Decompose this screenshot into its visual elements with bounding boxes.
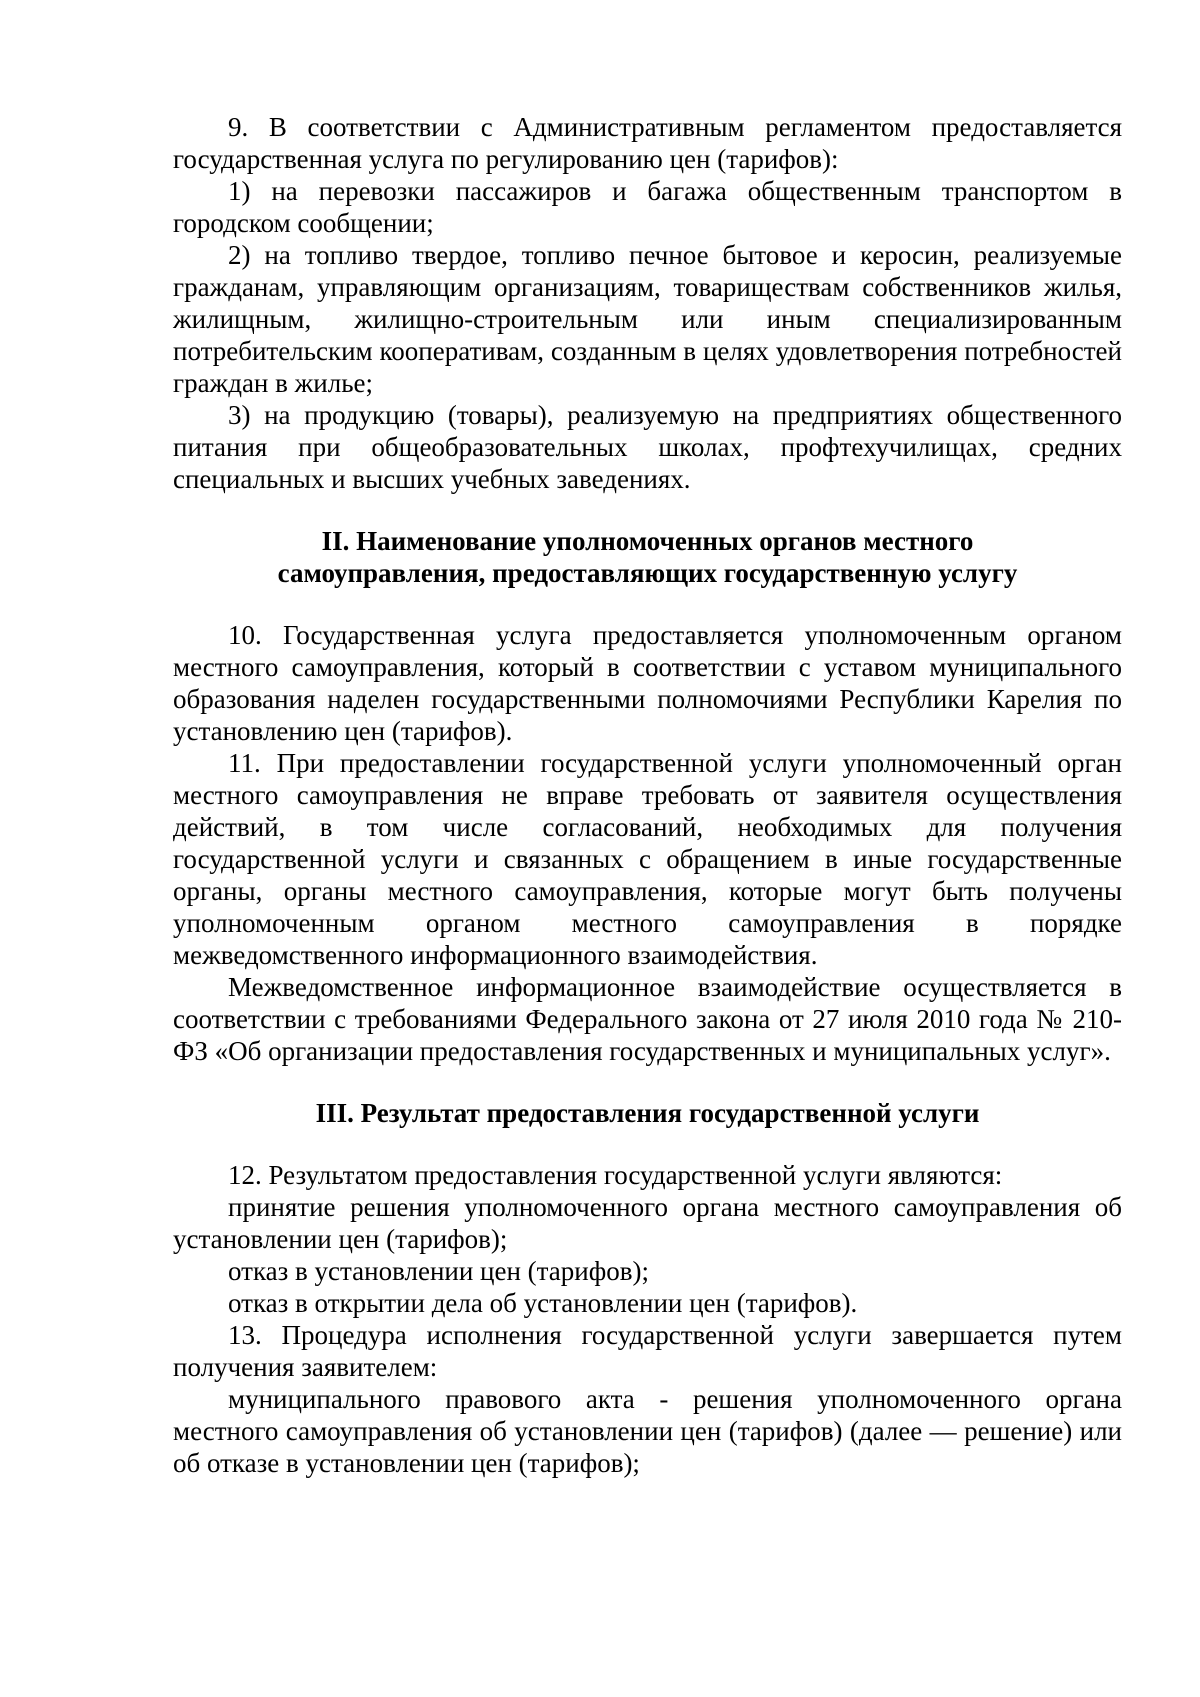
paragraph-11: 11. При предоставлении государственной услуги уполномоченный орган местного самоуправления не вправе требовать от заявителя осуществления действий, в том числе согласований, необходимых для получения государственной услуги и связанных с обращением в иные государственные органы, органы местного самоуправления, которые могут быть получены уполномоченным органом местного самоуправления в порядке межведомственного информационного взаимодействия. xyxy=(173,748,1122,970)
spacer xyxy=(173,495,1122,525)
paragraph-9: 9. В соответствии с Административным регламентом предоставляется государственная услуга по регулированию цен (тарифов): xyxy=(173,112,1122,174)
spacer xyxy=(173,589,1122,619)
paragraph-10: 10. Государственная услуга предоставляется уполномоченным органом местного самоуправления, который в соответствии с уставом муниципального образования наделен государственными полномочиями Республики Карелия по установлению цен (тарифов). xyxy=(173,620,1122,746)
paragraph-9-item-2: 2) на топливо твердое, топливо печное бытовое и керосин, реализуемые гражданам, управляющим организациям, товариществам собственников жилья, жилищным, жилищно-строительным или иным специализированным потребительским кооперативам, созданным в целях удовлетворения потребностей граждан в жилье; xyxy=(173,240,1122,398)
paragraph-11-interagency: Межведомственное информационное взаимодействие осуществляется в соответствии с требованиями Федерального закона от 27 июля 2010 года № 210-ФЗ «Об организации предоставления государственных и муниципальных услуг». xyxy=(173,972,1122,1066)
paragraph-13-item-a: муниципального правового акта - решения уполномоченного органа местного самоуправления об установлении цен (тарифов) (далее — решение) или об отказе в установлении цен (тарифов); xyxy=(173,1384,1122,1478)
section-2-heading-line-2: самоуправления, предоставляющих государственную услугу xyxy=(277,558,1018,588)
paragraph-13: 13. Процедура исполнения государственной услуги завершается путем получения заявителем: xyxy=(173,1320,1122,1382)
paragraph-12-item-a: принятие решения уполномоченного органа местного самоуправления об установлении цен (тарифов); xyxy=(173,1192,1122,1254)
paragraph-12-item-b: отказ в установлении цен (тарифов); xyxy=(228,1256,649,1286)
paragraph-12: 12. Результатом предоставления государственной услуги являются: xyxy=(228,1160,1003,1190)
section-3-heading: III. Результат предоставления государственной услуги xyxy=(315,1098,980,1128)
section-2-heading-line-1: II. Наименование уполномоченных органов местного xyxy=(321,526,974,556)
spacer xyxy=(173,1129,1122,1159)
paragraph-9-item-3: 3) на продукцию (товары), реализуемую на предприятиях общественного питания при общеобразовательных школах, профтехучилищах, средних специальных и высших учебных заведениях. xyxy=(173,400,1122,494)
paragraph-9-item-1: 1) на перевозки пассажиров и багажа общественным транспортом в городском сообщении; xyxy=(173,176,1122,238)
spacer xyxy=(173,1067,1122,1097)
document-page xyxy=(173,111,1122,1479)
paragraph-12-item-c: отказ в открытии дела об установлении цен (тарифов). xyxy=(228,1288,858,1318)
